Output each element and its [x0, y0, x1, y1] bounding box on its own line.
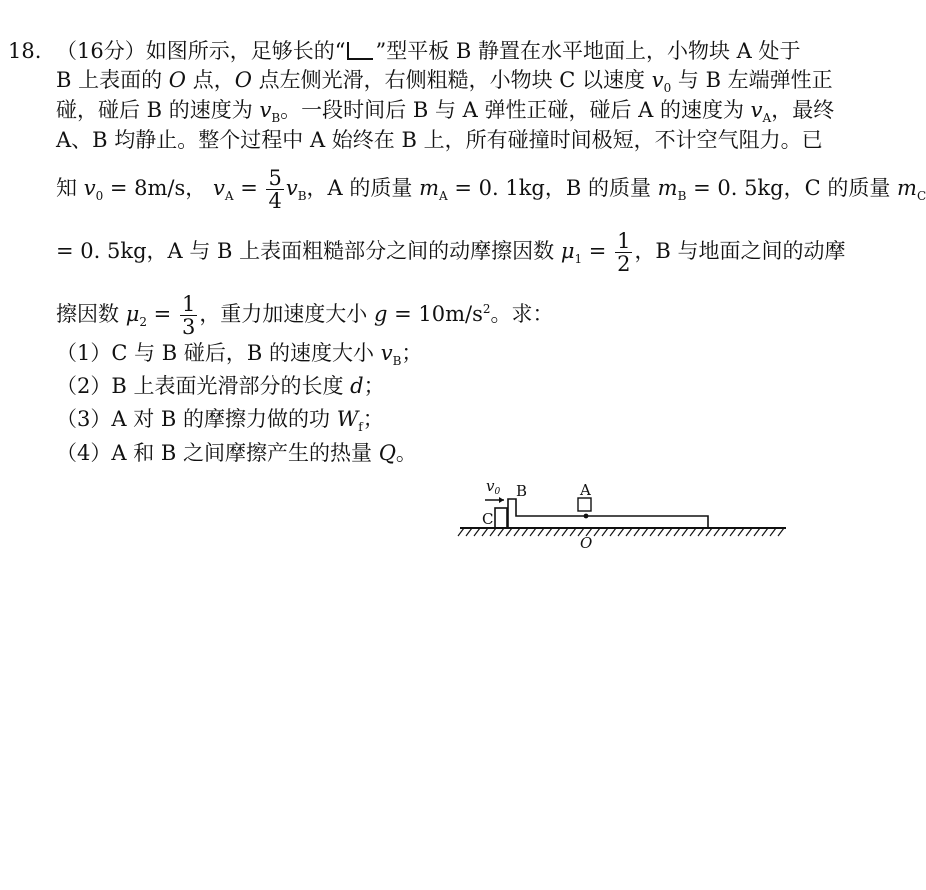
problem-number: 18. — [8, 39, 42, 63]
block-c — [495, 508, 507, 528]
question-3: （3）A 对 B 的摩擦力做的功 $W_f$； — [56, 407, 384, 434]
v0-label: $v_0$ — [486, 477, 501, 497]
problem-line-5: 知 $v_0 = 8m/s$， $v_A$ = $\frac{5}{4}$ $v_B$，A 的质量 $m_A = 0$. 1kg，B 的质量 $m_B = 0$. 5kg，C 的质量 $m_C$ — [56, 166, 926, 213]
point-o-dot — [584, 514, 589, 519]
question-2: （2）B 上表面光滑部分的长度 d； — [56, 374, 385, 398]
problem-line-1: （16分）如图所示，足够长的“ ”型平板 B 静置在水平地面上，小物块 A 处于 — [56, 39, 801, 63]
ground-hatching — [458, 528, 784, 536]
fraction-5-4: $\frac{5}{4}$ — [268, 166, 282, 213]
fraction-1-2: $\frac{1}{2}$ — [617, 229, 631, 276]
o-label: O — [580, 534, 593, 552]
b-label: B — [516, 482, 528, 500]
plate-b — [508, 499, 708, 528]
problem-line-4: A、B 均静止。整个过程中 A 始终在 B 上，所有碰撞时间极短，不计空气阻力。已 — [56, 128, 823, 152]
c-label: C — [482, 510, 494, 528]
a-label: A — [580, 481, 591, 499]
block-a — [578, 498, 591, 511]
question-4: （4）A 和 B 之间摩擦产生的热量 Q。 — [56, 441, 417, 465]
problem-line-2: B 上表面的 O 点，O 点左侧光滑，右侧粗糙，小物块 C 以速度 $v_0$ 与 B 左端弹性正 — [56, 68, 833, 95]
l-shape-icon — [347, 42, 373, 60]
problem-line-3: 碰，碰后 B 的速度为 $v_B$。一段时间后 B 与 A 弹性正碰，碰后 A 的速度为 $v_A$，最终 — [56, 98, 835, 125]
question-1: （1）C 与 B 碰后，B 的速度大小 $v_B$； — [56, 341, 423, 368]
physics-diagram — [456, 476, 788, 556]
problem-line-6: = 0. 5kg，A 与 B 上表面粗糙部分之间的动摩擦因数 $\mu_1$ = $\frac{1}{2}$ ，B 与地面之间的动摩 — [56, 229, 846, 276]
velocity-arrowhead-icon — [499, 497, 504, 503]
fraction-1-3: $\frac{1}{3}$ — [181, 292, 196, 339]
problem-line-7: 擦因数 $\mu_2$ = $\frac{1}{3}$ ，重力加速度大小 $g = 10m/s^2$。求： — [56, 292, 554, 339]
